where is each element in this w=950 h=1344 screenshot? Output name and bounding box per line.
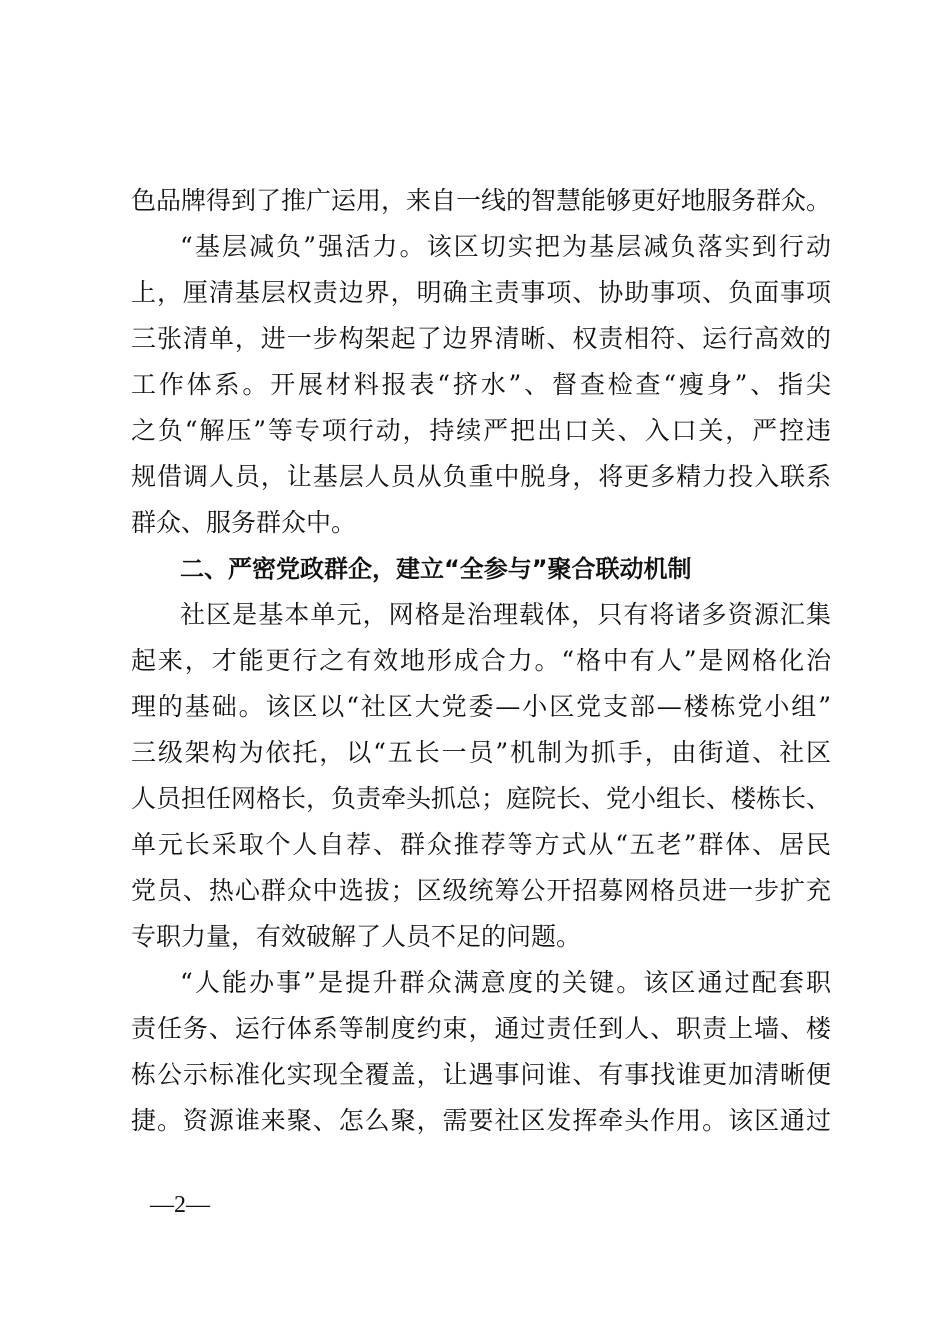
text-line-11: 起来，才能更行之有效地形成合力。“格中有人”是网格化治 bbox=[131, 646, 831, 675]
text-line-20: 栋公示标准化实现全覆盖，让遇事问谁、有事找谁更加清晰便 bbox=[131, 1060, 831, 1089]
text-line-12: 理的基础。该区以“社区大党委—小区党支部—楼栋党小组” bbox=[131, 692, 831, 721]
text-line-19: 责任务、运行体系等制度约束，通过责任到人、职责上墙、楼 bbox=[131, 1014, 831, 1043]
text-line-5: 工作体系。开展材料报表“挤水”、督查检查“瘦身”、指尖 bbox=[131, 370, 831, 399]
text-line-21: 捷。资源谁来聚、怎么聚，需要社区发挥牵头作用。该区通过 bbox=[131, 1106, 831, 1135]
text-line-15: 单元长采取个人自荐、群众推荐等方式从“五老”群体、居民 bbox=[131, 830, 831, 859]
text-line-4: 三张清单，进一步构架起了边界清晰、权责相符、运行高效的 bbox=[131, 324, 831, 353]
text-line-8: 群众、服务群众中。 bbox=[131, 508, 357, 537]
page-number: —2— bbox=[150, 1192, 210, 1218]
text-line-1: 色品牌得到了推广运用，来自一线的智慧能够更好地服务群众。 bbox=[131, 186, 831, 215]
text-line-13: 三级架构为依托，以“五长一员”机制为抓手，由街道、社区 bbox=[131, 738, 831, 767]
section-heading: 二、严密党政群企，建立“全参与”聚合联动机制 bbox=[180, 555, 692, 583]
text-line-6: 之负“解压”等专项行动，持续严把出口关、入口关，严控违 bbox=[131, 416, 831, 445]
text-line-3: 上，厘清基层权责边界，明确主责事项、协助事项、负面事项 bbox=[131, 278, 831, 307]
text-line-10: 社区是基本单元，网格是治理载体，只有将诸多资源汇集 bbox=[180, 600, 831, 629]
text-line-14: 人员担任网格长，负责牵头抓总；庭院长、党小组长、楼栋长、 bbox=[131, 784, 831, 813]
text-line-16: 党员、热心群众中选拔；区级统筹公开招募网格员进一步扩充 bbox=[131, 876, 831, 905]
text-line-2: “基层减负”强活力。该区切实把为基层减负落实到行动 bbox=[180, 232, 831, 261]
text-line-18: “人能办事”是提升群众满意度的关键。该区通过配套职 bbox=[180, 968, 831, 997]
text-line-17: 专职力量，有效破解了人员不足的问题。 bbox=[131, 922, 582, 951]
text-line-7: 规借调人员，让基层人员从负重中脱身，将更多精力投入联系 bbox=[131, 462, 831, 491]
